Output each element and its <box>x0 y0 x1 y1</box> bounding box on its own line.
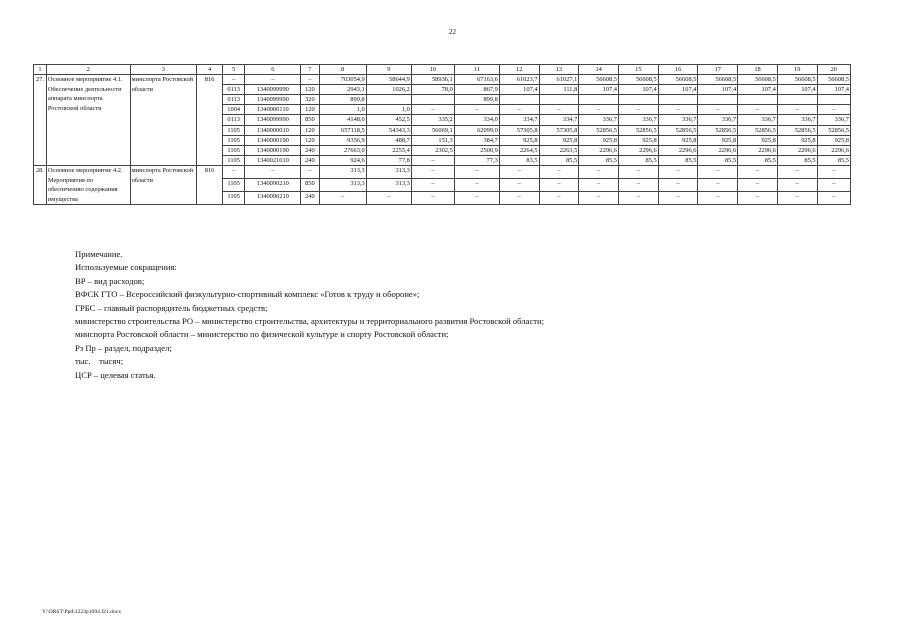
abbreviation-item: ВФСК ГТО – Всероссийский физкультурно-спортивный комплекс «Готов к труду и обороне»; <box>75 289 420 300</box>
table-cell: 2302,5 <box>411 145 454 155</box>
table-cell <box>499 95 539 105</box>
table-cell: 1340099990 <box>245 95 301 105</box>
table-cell: 85,5 <box>658 155 698 165</box>
table-cell: 925,8 <box>658 135 698 145</box>
table-cell: 320 <box>301 95 319 105</box>
table-cell: – <box>301 165 319 178</box>
table-cell: – <box>817 105 850 115</box>
table-cell: 78,0 <box>411 85 454 95</box>
table-cell: – <box>454 105 499 115</box>
table-cell: 107,4 <box>658 85 698 95</box>
table-cell: 925,8 <box>738 135 778 145</box>
table-cell: 336,7 <box>658 115 698 125</box>
table-cell: – <box>499 179 539 192</box>
table-cell: – <box>499 165 539 178</box>
table-cell: 1026,2 <box>366 85 411 95</box>
column-number: 1 <box>34 65 47 75</box>
executor-name: минспорта Ростовской области <box>130 75 197 166</box>
notes-subtitle: Используемые сокращения: <box>75 262 177 273</box>
abbreviation-item: Рз Пр – раздел, подраздел; <box>75 342 172 353</box>
table-cell: 2500,9 <box>454 145 499 155</box>
page-number: 22 <box>449 28 456 36</box>
table-cell: 107,4 <box>698 85 738 95</box>
table-cell: 56608,5 <box>698 75 738 85</box>
table-cell: – <box>698 192 738 205</box>
abbreviation-item: ГРБС – главный распорядитель бюджетных средств; <box>75 302 268 313</box>
table-cell: – <box>411 192 454 205</box>
table-cell: – <box>319 192 366 205</box>
table-cell: 107,4 <box>738 85 778 95</box>
table-cell: 334,7 <box>499 115 539 125</box>
table-cell: 336,7 <box>738 115 778 125</box>
table-cell: – <box>245 165 301 178</box>
table-cell: 61023,7 <box>499 75 539 85</box>
table-cell: – <box>817 179 850 192</box>
measure-name: Основное мероприятие 4.1. Обеспечение деятельности аппарата минспорта Ростовской области <box>46 75 130 166</box>
table-cell: 2264,5 <box>499 145 539 155</box>
table-cell: – <box>499 105 539 115</box>
table-cell: – <box>777 105 817 115</box>
table-cell: 0113 <box>222 85 245 95</box>
table-cell: 240 <box>301 192 319 205</box>
table-cell: 899,8 <box>454 95 499 105</box>
column-number: 17 <box>698 65 738 75</box>
table-cell: 334,0 <box>454 115 499 125</box>
column-number: 14 <box>579 65 619 75</box>
table-cell: – <box>619 192 659 205</box>
table-cell: 335,2 <box>411 115 454 125</box>
table-cell: – <box>301 75 319 85</box>
abbreviation-item: ЦСР – целевая статья. <box>75 369 156 380</box>
table-cell: 334,7 <box>539 115 579 125</box>
table-cell <box>579 95 619 105</box>
table-cell: – <box>366 192 411 205</box>
table-cell: – <box>619 165 659 178</box>
table-cell: – <box>658 179 698 192</box>
table-cell: – <box>411 165 454 178</box>
table-cell: 1004 <box>222 105 245 115</box>
table-cell <box>698 95 738 105</box>
table-cell: – <box>698 105 738 115</box>
column-number: 13 <box>539 65 579 75</box>
table-cell: 107,4 <box>777 85 817 95</box>
table-cell: 151,3 <box>411 135 454 145</box>
table-cell: 313,3 <box>319 179 366 192</box>
table-cell: – <box>738 179 778 192</box>
table-cell: 1,0 <box>319 105 366 115</box>
table-cell: 1340000010 <box>245 125 301 135</box>
table-cell: 1105 <box>222 145 245 155</box>
column-number: 2 <box>46 65 130 75</box>
column-number: 20 <box>817 65 850 75</box>
table-cell: 67163,6 <box>454 75 499 85</box>
table-cell: 384,7 <box>454 135 499 145</box>
table-cell: 925,8 <box>817 135 850 145</box>
table-cell: – <box>539 165 579 178</box>
table-cell: – <box>698 179 738 192</box>
table-cell: – <box>539 192 579 205</box>
table-cell: 1340000190 <box>245 135 301 145</box>
table-cell: 52856,5 <box>619 125 659 135</box>
table-cell: 61027,1 <box>539 75 579 85</box>
column-number: 12 <box>499 65 539 75</box>
table-cell: 120 <box>301 85 319 95</box>
table-cell: – <box>698 165 738 178</box>
table-cell <box>658 95 698 105</box>
table-cell: – <box>411 179 454 192</box>
table-cell: – <box>658 165 698 178</box>
table-cell: 703054,9 <box>319 75 366 85</box>
table-cell: – <box>777 165 817 178</box>
table-cell: 313,3 <box>366 179 411 192</box>
table-cell: – <box>539 105 579 115</box>
table-cell: – <box>411 105 454 115</box>
table-cell: 452,5 <box>366 115 411 125</box>
column-number: 4 <box>197 65 223 75</box>
table-cell: 488,7 <box>366 135 411 145</box>
table-cell: – <box>222 165 245 178</box>
table-cell: 57305,8 <box>539 125 579 135</box>
column-number: 5 <box>222 65 245 75</box>
table-cell: – <box>454 165 499 178</box>
column-number: 8 <box>319 65 366 75</box>
column-number: 9 <box>366 65 411 75</box>
table-cell: 925,8 <box>539 135 579 145</box>
table-cell <box>366 95 411 105</box>
table-cell <box>411 95 454 105</box>
table-cell: 313,3 <box>319 165 366 178</box>
table-cell: 313,3 <box>366 165 411 178</box>
table-cell: 77,8 <box>366 155 411 165</box>
table-cell: 336,7 <box>817 115 850 125</box>
table-cell: 52856,5 <box>817 125 850 135</box>
table-cell: 57305,8 <box>499 125 539 135</box>
table-cell: 56608,5 <box>619 75 659 85</box>
column-number: 6 <box>245 65 301 75</box>
table-cell: 2296,6 <box>658 145 698 155</box>
table-cell <box>539 95 579 105</box>
table-cell: 107,4 <box>579 85 619 95</box>
table-cell: – <box>454 179 499 192</box>
table-cell: – <box>539 179 579 192</box>
table-cell: 336,7 <box>777 115 817 125</box>
table-cell: 1105 <box>222 125 245 135</box>
table-cell: 657118,5 <box>319 125 366 135</box>
table-cell: – <box>658 105 698 115</box>
column-number: 16 <box>658 65 698 75</box>
table-cell: 54343,3 <box>366 125 411 135</box>
abbreviation-item: тыс. тысяч; <box>75 356 124 367</box>
file-path: Y:\ORST\Ppd\1223p1094.f21.docx <box>42 609 122 615</box>
table-cell: 56069,1 <box>411 125 454 135</box>
table-cell: 56608,5 <box>817 75 850 85</box>
table-cell: 2296,6 <box>817 145 850 155</box>
table-cell: – <box>579 105 619 115</box>
table-cell: 925,8 <box>499 135 539 145</box>
column-number: 3 <box>130 65 197 75</box>
table-cell: 899,8 <box>319 95 366 105</box>
table-cell: 56608,5 <box>579 75 619 85</box>
header-row <box>34 65 851 75</box>
table-cell: 1340000190 <box>245 145 301 155</box>
abbreviation-item: министерство строительства РО – министерство строительства, архитектуры и территориального развития Ростовской области; <box>75 316 544 327</box>
table-cell: – <box>579 179 619 192</box>
table-cell: 850 <box>301 179 319 192</box>
table-cell: 240 <box>301 145 319 155</box>
grbs-code: 816 <box>197 75 223 166</box>
table-cell: 2255,4 <box>366 145 411 155</box>
table-cell: 850 <box>301 115 319 125</box>
table-cell <box>777 95 817 105</box>
table-cell: 925,8 <box>579 135 619 145</box>
table-cell: 2296,6 <box>698 145 738 155</box>
table-cell: – <box>579 192 619 205</box>
table-cell: 925,8 <box>777 135 817 145</box>
table-cell: 1340099990 <box>245 85 301 95</box>
table-cell: 27663,0 <box>319 145 366 155</box>
table-cell: 336,7 <box>698 115 738 125</box>
column-number: 10 <box>411 65 454 75</box>
table-cell: 56608,5 <box>738 75 778 85</box>
column-number: 18 <box>738 65 778 75</box>
table-cell: 4148,0 <box>319 115 366 125</box>
notes-section <box>75 248 855 382</box>
table-cell: 52856,5 <box>777 125 817 135</box>
table-cell: 0113 <box>222 115 245 125</box>
column-number: 15 <box>619 65 659 75</box>
table-cell: 58936,1 <box>411 75 454 85</box>
table-cell: – <box>738 192 778 205</box>
table-cell: 336,7 <box>619 115 659 125</box>
table-cell: 85,5 <box>539 155 579 165</box>
table-cell: 2296,6 <box>579 145 619 155</box>
table-cell: 925,8 <box>619 135 659 145</box>
table-cell: 52856,5 <box>698 125 738 135</box>
table-cell: 925,8 <box>698 135 738 145</box>
table-cell: 1105 <box>222 192 245 205</box>
table-cell: 120 <box>301 135 319 145</box>
table-cell: 56608,5 <box>777 75 817 85</box>
table-cell: 2296,6 <box>619 145 659 155</box>
table-cell: 0113 <box>222 95 245 105</box>
table-cell: 120 <box>301 105 319 115</box>
table-cell: 2296,6 <box>738 145 778 155</box>
table-cell: – <box>454 192 499 205</box>
table-cell: 2263,5 <box>539 145 579 155</box>
table-cell: – <box>411 155 454 165</box>
table-cell: 58644,9 <box>366 75 411 85</box>
table-cell: 2943,1 <box>319 85 366 95</box>
table-cell: 83,5 <box>499 155 539 165</box>
measure-name: Основное мероприятие 4.2. Мероприятия по обеспечению содержания имущества <box>46 165 130 204</box>
table-cell: 85,5 <box>817 155 850 165</box>
table-cell: 85,5 <box>619 155 659 165</box>
table-cell: 1,0 <box>366 105 411 115</box>
table-cell: 107,4 <box>619 85 659 95</box>
table-cell: 56608,5 <box>658 75 698 85</box>
table-cell: – <box>738 165 778 178</box>
notes-title: Примечание. <box>75 249 123 259</box>
table-row <box>34 75 851 85</box>
table-cell: 336,7 <box>579 115 619 125</box>
table-cell: – <box>777 179 817 192</box>
executor-name: минспорта Ростовской области <box>130 165 197 204</box>
table-cell: 1105 <box>222 135 245 145</box>
table-cell: 9356,9 <box>319 135 366 145</box>
table-cell: 1340090210 <box>245 179 301 192</box>
grbs-code: 816 <box>197 165 223 204</box>
table-cell: 240 <box>301 155 319 165</box>
table-cell <box>817 95 850 105</box>
table-cell: 107,4 <box>817 85 850 95</box>
abbreviation-item: минспорта Ростовской области – министерство по физической культуре и спорту Ростовской области; <box>75 329 449 340</box>
table-cell: 85,5 <box>777 155 817 165</box>
column-number: 19 <box>777 65 817 75</box>
table-cell: 1340000110 <box>245 105 301 115</box>
table-cell: 52856,5 <box>658 125 698 135</box>
table-cell: 85,5 <box>738 155 778 165</box>
table-cell: 111,8 <box>539 85 579 95</box>
table-cell: 52856,5 <box>738 125 778 135</box>
table-cell: 120 <box>301 125 319 135</box>
row-number: 28. <box>34 165 47 204</box>
table-cell: 1340090210 <box>245 192 301 205</box>
table-row <box>34 165 851 178</box>
table-cell <box>738 95 778 105</box>
row-number: 27. <box>34 75 47 166</box>
table-cell: – <box>245 75 301 85</box>
budget-table <box>33 64 851 205</box>
table-cell: – <box>817 192 850 205</box>
table-cell: 1340099990 <box>245 115 301 125</box>
table-cell: 85,5 <box>579 155 619 165</box>
column-number: 7 <box>301 65 319 75</box>
table-cell: 1105 <box>222 155 245 165</box>
table-cell: 77,3 <box>454 155 499 165</box>
table-cell: – <box>777 192 817 205</box>
table-cell <box>619 95 659 105</box>
table-cell: – <box>817 165 850 178</box>
table-cell: – <box>579 165 619 178</box>
table-cell: 867,9 <box>454 85 499 95</box>
table-cell: 1340021010 <box>245 155 301 165</box>
table-cell: 924,6 <box>319 155 366 165</box>
table-cell: 52856,5 <box>579 125 619 135</box>
table-cell: 1105 <box>222 179 245 192</box>
abbreviation-item: ВР – вид расходов; <box>75 275 145 286</box>
table-cell: – <box>619 179 659 192</box>
table-cell: 62099,0 <box>454 125 499 135</box>
table-cell: – <box>738 105 778 115</box>
table-cell: – <box>619 105 659 115</box>
table-cell: 85,5 <box>698 155 738 165</box>
table-cell: – <box>222 75 245 85</box>
table-cell: 2296,6 <box>777 145 817 155</box>
table-cell: 107,4 <box>499 85 539 95</box>
table-cell: – <box>499 192 539 205</box>
table-cell: – <box>658 192 698 205</box>
column-number: 11 <box>454 65 499 75</box>
